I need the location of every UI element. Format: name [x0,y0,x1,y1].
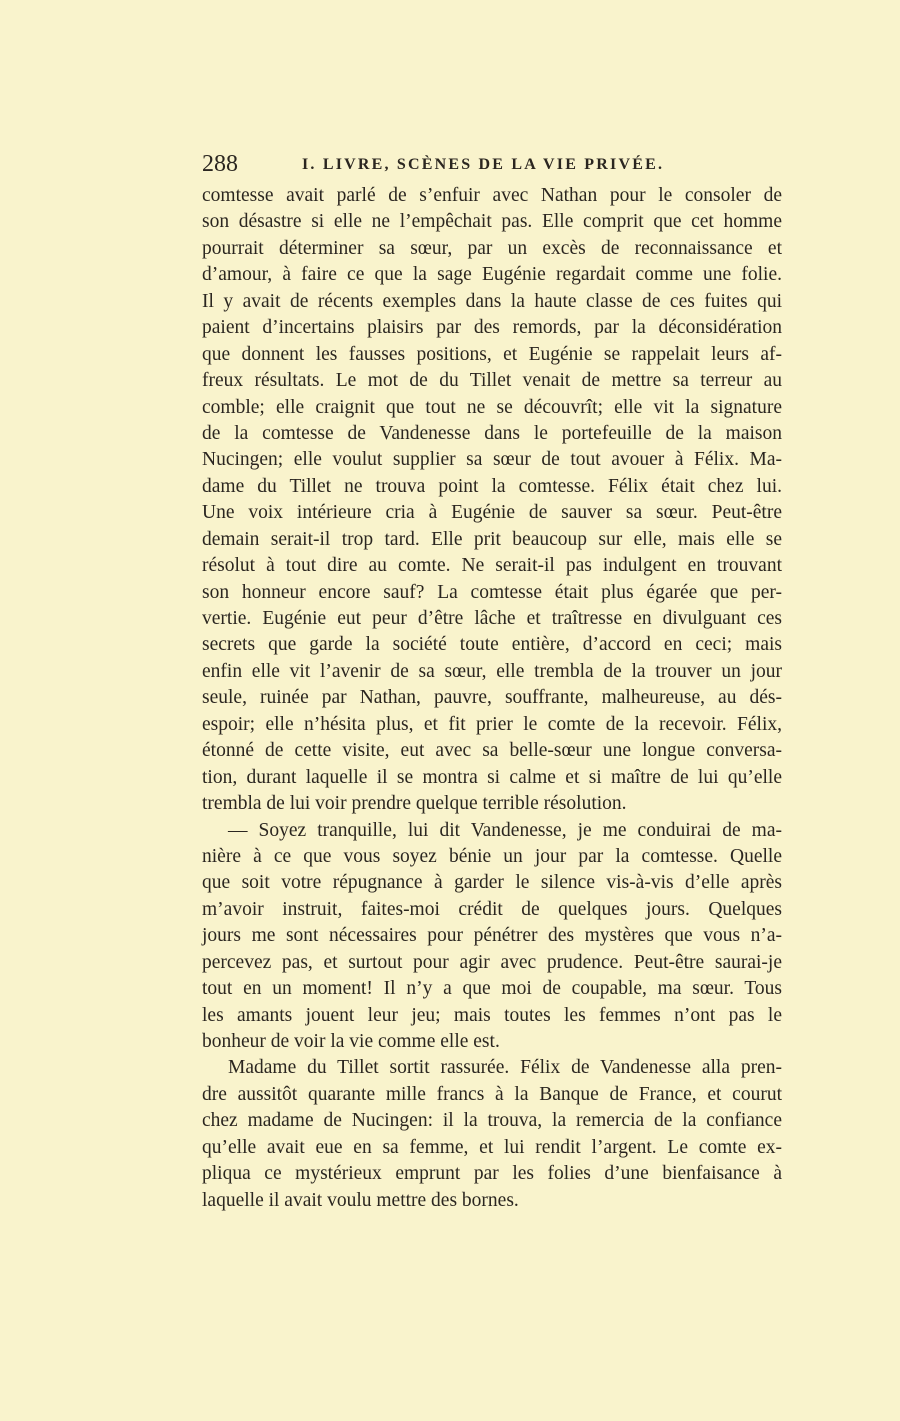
text-line: Il y avait de récents exemples dans la haute classe de ces fuites qui [202,290,782,312]
text-line: résolut à tout dire au comte. Ne serait-il pas indulgent en trouvant [202,555,782,577]
text-line: son désastre si elle ne l’empêchait pas. Elle comprit que cet homme [202,211,782,233]
text-line: bonheur de voir la vie comme elle est. [202,1031,500,1052]
text-line: laquelle il avait voulu mettre des bornes. [202,1189,519,1211]
text-line: comble; elle craignit que tout ne se découvrît; elle vit la signature [202,396,782,418]
running-head-title: I. LIVRE, SCÈNES DE LA VIE PRIVÉE. [302,156,665,173]
text-line: — Soyez tranquille, lui dit Vandenesse, je me conduirai de ma- [228,819,782,841]
text-line: que soit votre répugnance à garder le silence vis-à-vis d’elle après [202,872,782,894]
text-line: étonné de cette visite, eut avec sa belle-sœur une longue conversa- [202,740,782,762]
text-line: les amants jouent leur jeu; mais toutes les femmes n’ont pas le [202,1004,782,1026]
paragraph [202,183,782,818]
text-line: pourrait déterminer sa sœur, par un excès de reconnaissance et [202,237,782,259]
text-line: demain serait-il trop tard. Elle prit beaucoup sur elle, mais elle se [202,528,782,550]
text-line: tion, durant laquelle il se montra si calme et si maître de lui qu’elle [202,766,782,788]
text-line: dre aussitôt quarante mille francs à la Banque de France, et courut [202,1083,782,1105]
text-line: d’amour, à faire ce que la sage Eugénie regardait comme une folie. [202,264,782,286]
text-line: m’avoir instruit, faites-moi crédit de quelques jours. Quelques [202,898,782,920]
text-line: nière à ce que vous soyez bénie un jour par la comtesse. Quelle [202,845,782,867]
text-line: de la comtesse de Vandenesse dans le portefeuille de la maison [202,422,782,444]
text-line: secrets que garde la société toute entière, d’accord en ceci; mais [202,634,782,656]
text-line: vertie. Eugénie eut peur d’être lâche et traîtresse en divulguant ces [202,608,782,629]
paragraph [202,1055,782,1214]
text-line: Une voix intérieure cria à Eugénie de sauver sa sœur. Peut-être [202,502,782,524]
text-line: Madame du Tillet sortit rassurée. Félix de Vandenesse alla pren- [228,1057,782,1079]
text-line: percevez pas, et surtout pour agir avec prudence. Peut-être saurai-je [202,951,782,973]
text-line: enfin elle vit l’avenir de sa sœur, elle trembla de la trouver un jour [202,660,782,682]
text-line: comtesse avait parlé de s’enfuir avec Nathan pour le consoler de [202,185,782,206]
text-line: tout en un moment! Il n’y a que moi de coupable, ma sœur. Tous [202,978,782,1000]
text-line: chez madame de Nucingen: il la trouva, la remercia de la confiance [202,1110,782,1132]
text-line: pliqua ce mystérieux emprunt par les folies d’une bienfaisance à [202,1163,782,1185]
text-line: seule, ruinée par Nathan, pauvre, souffrante, malheureuse, au dés- [202,687,782,709]
text-line: jours me sont nécessaires pour pénétrer des mystères que vous n’a- [202,925,782,947]
text-line: freux résultats. Le mot de du Tillet venait de mettre sa terreur au [202,370,782,392]
text-line: dame du Tillet ne trouva point la comtesse. Félix était chez lui. [202,475,782,497]
text-line: Nucingen; elle voulut supplier sa sœur de tout avouer à Félix. Ma- [202,449,782,471]
page-body-text [202,183,782,1214]
text-line: qu’elle avait eue en sa femme, et lui rendit l’argent. Le comte ex- [202,1136,782,1158]
text-line: trembla de lui voir prendre quelque terrible résolution. [202,793,627,815]
text-line: espoir; elle n’hésita plus, et fit prier le comte de la recevoir. Félix, [202,713,782,735]
text-line: que donnent les fausses positions, et Eugénie se rappelait leurs af- [202,343,782,365]
text-line: son honneur encore sauf? La comtesse était plus égarée que per- [202,581,782,603]
page-number: 288 [202,151,238,177]
running-header [202,151,782,179]
text-line: paient d’incertains plaisirs par des remords, par la déconsidération [202,317,782,339]
paragraph [202,818,782,1056]
